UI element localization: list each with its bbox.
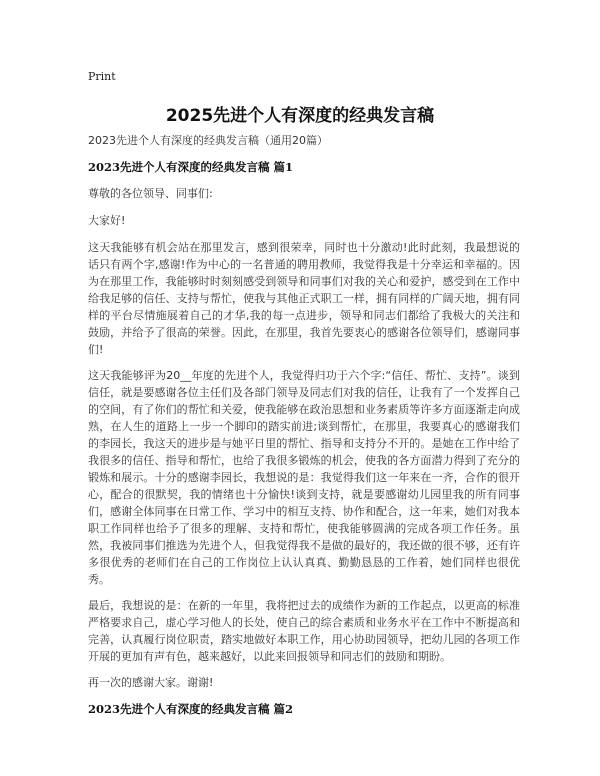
salutation: 尊敬的各位领导、同事们:	[88, 187, 213, 200]
print-link[interactable]: Print	[88, 70, 116, 83]
section-heading-1: 2023先进个人有深度的经典发言稿 篇1	[88, 160, 294, 174]
document-body	[88, 133, 520, 727]
section-heading-2: 2023先进个人有深度的经典发言稿 篇2	[88, 702, 294, 716]
page-title: 2025先进个人有深度的经典发言稿	[165, 106, 435, 126]
greeting: 大家好!	[88, 214, 126, 227]
paragraph-3: 最后，我想说的是：在新的一年里，我将把过去的成绩作为新的工作起点，以更高的标准严格要求自己，虚心学习他人的长处，使自己的综合素质和业务水平在工作中不断提高和完善，认真履行岗位职责，踏实地做好本职工作，用心协助园领导，把幼儿园的各项工作开展的更加有声有色，越来越好，以此来回报领导和同志们的鼓励和期盼。	[88, 599, 520, 663]
paragraph-1: 这天我能够有机会站在那里发言，感到很荣幸，同时也十分激动!此时此刻，我最想说的话只有两个字,感谢!作为中心的一名普通的聘用教师，我觉得我是十分幸运和幸福的。因为在那里工作，我能够时时刻刻感受到领导和同事们对我的关心和爱护，感受到在工作中给我足够的信任、支持与帮忙，使我与其他正式职工一样，拥有同样的广阔天地，拥有同样的平台尽情施展着自己的才华,我的每一点进步，领导和同志们都给了我极大的关注和鼓励，并给予了很高的荣誉。因此，在那里，我首先要衷心的感谢各位领导们，感谢同事们!	[88, 241, 520, 356]
document-subtitle: 2023先进个人有深度的经典发言稿（通用20篇）	[88, 134, 328, 147]
closing-thanks: 再一次的感谢大家。谢谢!	[88, 676, 214, 689]
paragraph-2: 这天我能够评为20__年度的先进个人，我觉得归功于六个字:“信任、帮忙、支持”。谈到信任，就是要感谢各位主任们及各部门领导及同志们对我的信任，让我有了一个发挥自己的空间，有了你们的帮忙和关爱，使我能够在政治思想和业务素质等许多方面逐渐走向成熟，在人生的道路上一步一个脚印的踏实前进;谈到帮忙，在那里，我要真心的感谢我们的李园长，我这天的进步是与她平日里的帮忙、指导和支持分不开的。是她在工作中给了我很多的信任、指导和帮忙，也给了我很多锻炼的机会，使我的各方面潜力得到了充分的锻炼和展示。十分的感谢李园长，我想说的是：我觉得我们这一年来在一齐，合作的很开心，配合的很默契，我的情绪也十分愉快!谈到支持，就是要感谢幼儿园里我的所有同事们，感谢全体同事在日常工作、学习中的相互支持、协作和配合，这一年来，她们对我本职工作同样也给予了很多的理解、支持和帮忙，使我能够圆满的完成各项工作任务。虽然，我被同事们推选为先进个人，但我觉得我不是做的最好的，我还做的很不够，还有许多很优秀的老师们在自己的工作岗位上认认真真、勤勤恳恳的工作着，她们同样也很优秀。	[88, 369, 520, 586]
